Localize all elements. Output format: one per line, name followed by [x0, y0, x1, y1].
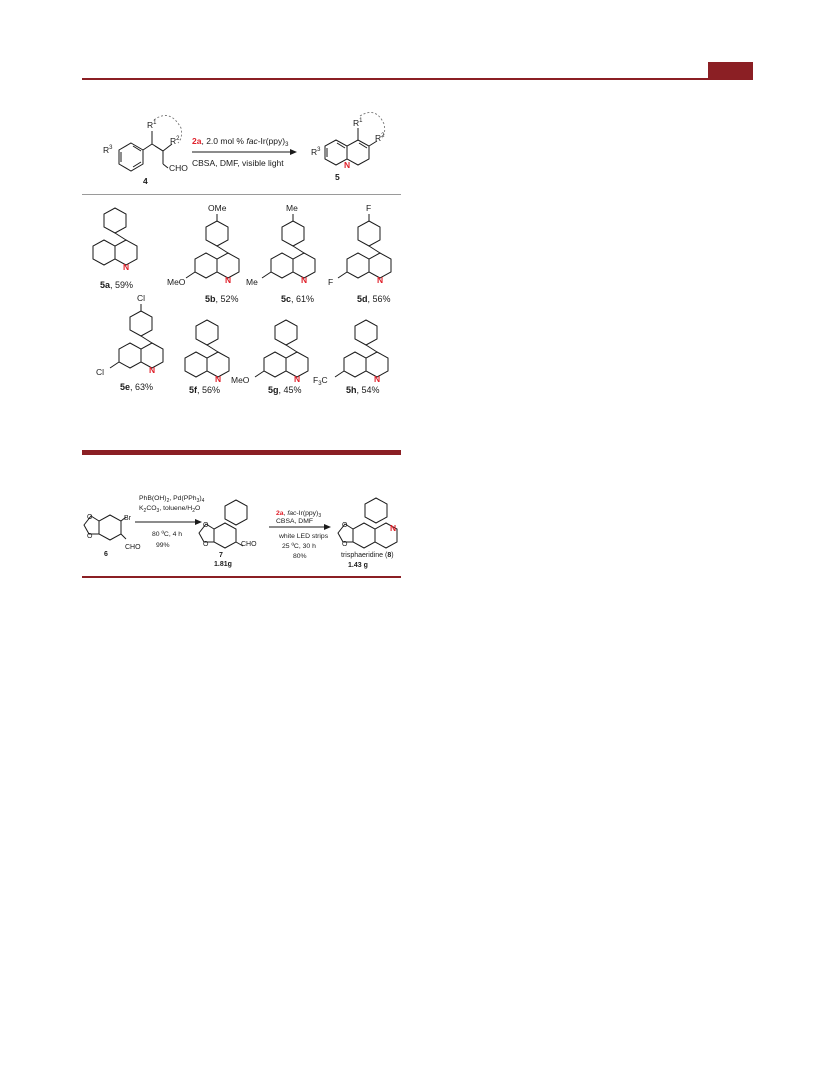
- svg-text:PhB(OH)2, Pd(PPh3)4: $PhB(OH)_2$, $Pd(PPh_3)_4$: [139, 495, 205, 504]
- svg-text:CBSA, DMF: CBSA, DMF: [276, 518, 314, 525]
- conditions-line-2: CBSA, DMF, visible light: [192, 158, 284, 168]
- r1-label: $R^1$: [147, 120, 157, 130]
- reaction-arrow-1: [192, 136, 297, 168]
- conditions-line-1: 2a, 2.0 mol % fac-$Ir(ppy)_3$: [192, 136, 289, 148]
- r3-label: $R^3$: [103, 145, 113, 155]
- svg-text:99%: 99%: [156, 542, 170, 549]
- svg-text:25 ºC, 30 h: 25 ºC, 30 h: [282, 543, 316, 550]
- compound-5-label: 5: [335, 172, 340, 182]
- svg-text:F: F: [328, 277, 334, 287]
- product-5g: [231, 320, 308, 395]
- svg-text:Me: Me: [286, 203, 298, 213]
- svg-text:O: O: [203, 541, 209, 548]
- product-5f: [185, 320, 229, 395]
- svg-text:CHO: CHO: [125, 544, 141, 551]
- label-5e: 5e, 63%: [120, 382, 154, 392]
- svg-text:O: O: [87, 533, 93, 540]
- product-r2: $R^2$: [375, 133, 385, 143]
- svg-text:1.43 g: 1.43 g: [348, 562, 368, 569]
- svg-text:N: N: [123, 262, 130, 272]
- svg-text:2a, fac-Ir(ppy)3: 2a, fac-$Ir(ppy)_3$: [276, 510, 322, 519]
- compound-7: [199, 500, 257, 568]
- label-5b: 5b, 52%: [205, 294, 239, 304]
- svg-text:O: O: [203, 522, 209, 529]
- svg-text:F: F: [366, 203, 372, 213]
- svg-text:N: N: [377, 275, 384, 285]
- label-5f: 5f, 56%: [189, 385, 221, 395]
- cho-label: CHO: [169, 163, 188, 173]
- starting-material-4: [103, 116, 188, 187]
- svg-text:Br: Br: [124, 515, 131, 522]
- product-r3: $R^3$: [311, 147, 321, 157]
- svg-text:Me: Me: [246, 277, 258, 287]
- svg-text:1.81g: 1.81g: [214, 561, 232, 568]
- svg-text:white LED strips: white LED strips: [279, 533, 329, 540]
- svg-text:OMe: OMe: [208, 203, 227, 213]
- svg-text:MeO: MeO: [231, 375, 250, 385]
- svg-text:F3C: $F_3C$: [313, 375, 328, 387]
- product-5h: [313, 320, 388, 395]
- compound-6: [84, 514, 141, 558]
- r2-label: $R^2$: [170, 136, 180, 146]
- product-5a: [93, 208, 137, 290]
- trisphaeridine-8: [338, 498, 397, 569]
- svg-text:80 ºC, 4 h: 80 ºC, 4 h: [152, 531, 183, 538]
- svg-text:N: N: [294, 374, 301, 384]
- svg-text:80%: 80%: [293, 553, 307, 560]
- svg-text:CHO: CHO: [241, 541, 257, 548]
- svg-text:N: N: [225, 275, 232, 285]
- svg-text:O: O: [342, 541, 348, 548]
- svg-text:Cl: Cl: [137, 293, 146, 303]
- svg-text:O: O: [342, 522, 348, 529]
- svg-text:N: N: [215, 374, 222, 384]
- product-5c: [246, 203, 315, 304]
- svg-text:N: N: [301, 275, 308, 285]
- svg-text:K2CO3, toluene/H2O: $K_2CO_3$, toluene/$H_2O$: [139, 505, 201, 514]
- step1-arrow: [135, 495, 205, 549]
- product-r1: $R^1$: [353, 118, 363, 128]
- label-5h: 5h, 54%: [346, 385, 380, 395]
- svg-text:O: O: [87, 514, 93, 521]
- product-5b: [167, 203, 239, 304]
- product-5e: [96, 293, 163, 392]
- svg-text:MeO: MeO: [167, 277, 186, 287]
- product-5: [311, 112, 385, 182]
- svg-text:N: N: [149, 365, 156, 375]
- label-5c: 5c, 61%: [281, 294, 315, 304]
- svg-text:7: 7: [219, 552, 223, 559]
- compound-4-label: 4: [143, 176, 148, 186]
- label-5a: 5a, 59%: [100, 280, 134, 290]
- svg-text:Cl: Cl: [96, 367, 105, 377]
- n-atom: N: [344, 160, 351, 170]
- trisphaeridine-label: trisphaeridine (8): [341, 552, 394, 559]
- svg-text:N: N: [390, 523, 397, 533]
- label-5d: 5d, 56%: [357, 294, 391, 304]
- label-5g: 5g, 45%: [268, 385, 302, 395]
- step2-arrow: [269, 510, 331, 560]
- svg-text:N: N: [374, 374, 381, 384]
- svg-text:6: 6: [104, 551, 108, 558]
- product-5d: [328, 203, 391, 304]
